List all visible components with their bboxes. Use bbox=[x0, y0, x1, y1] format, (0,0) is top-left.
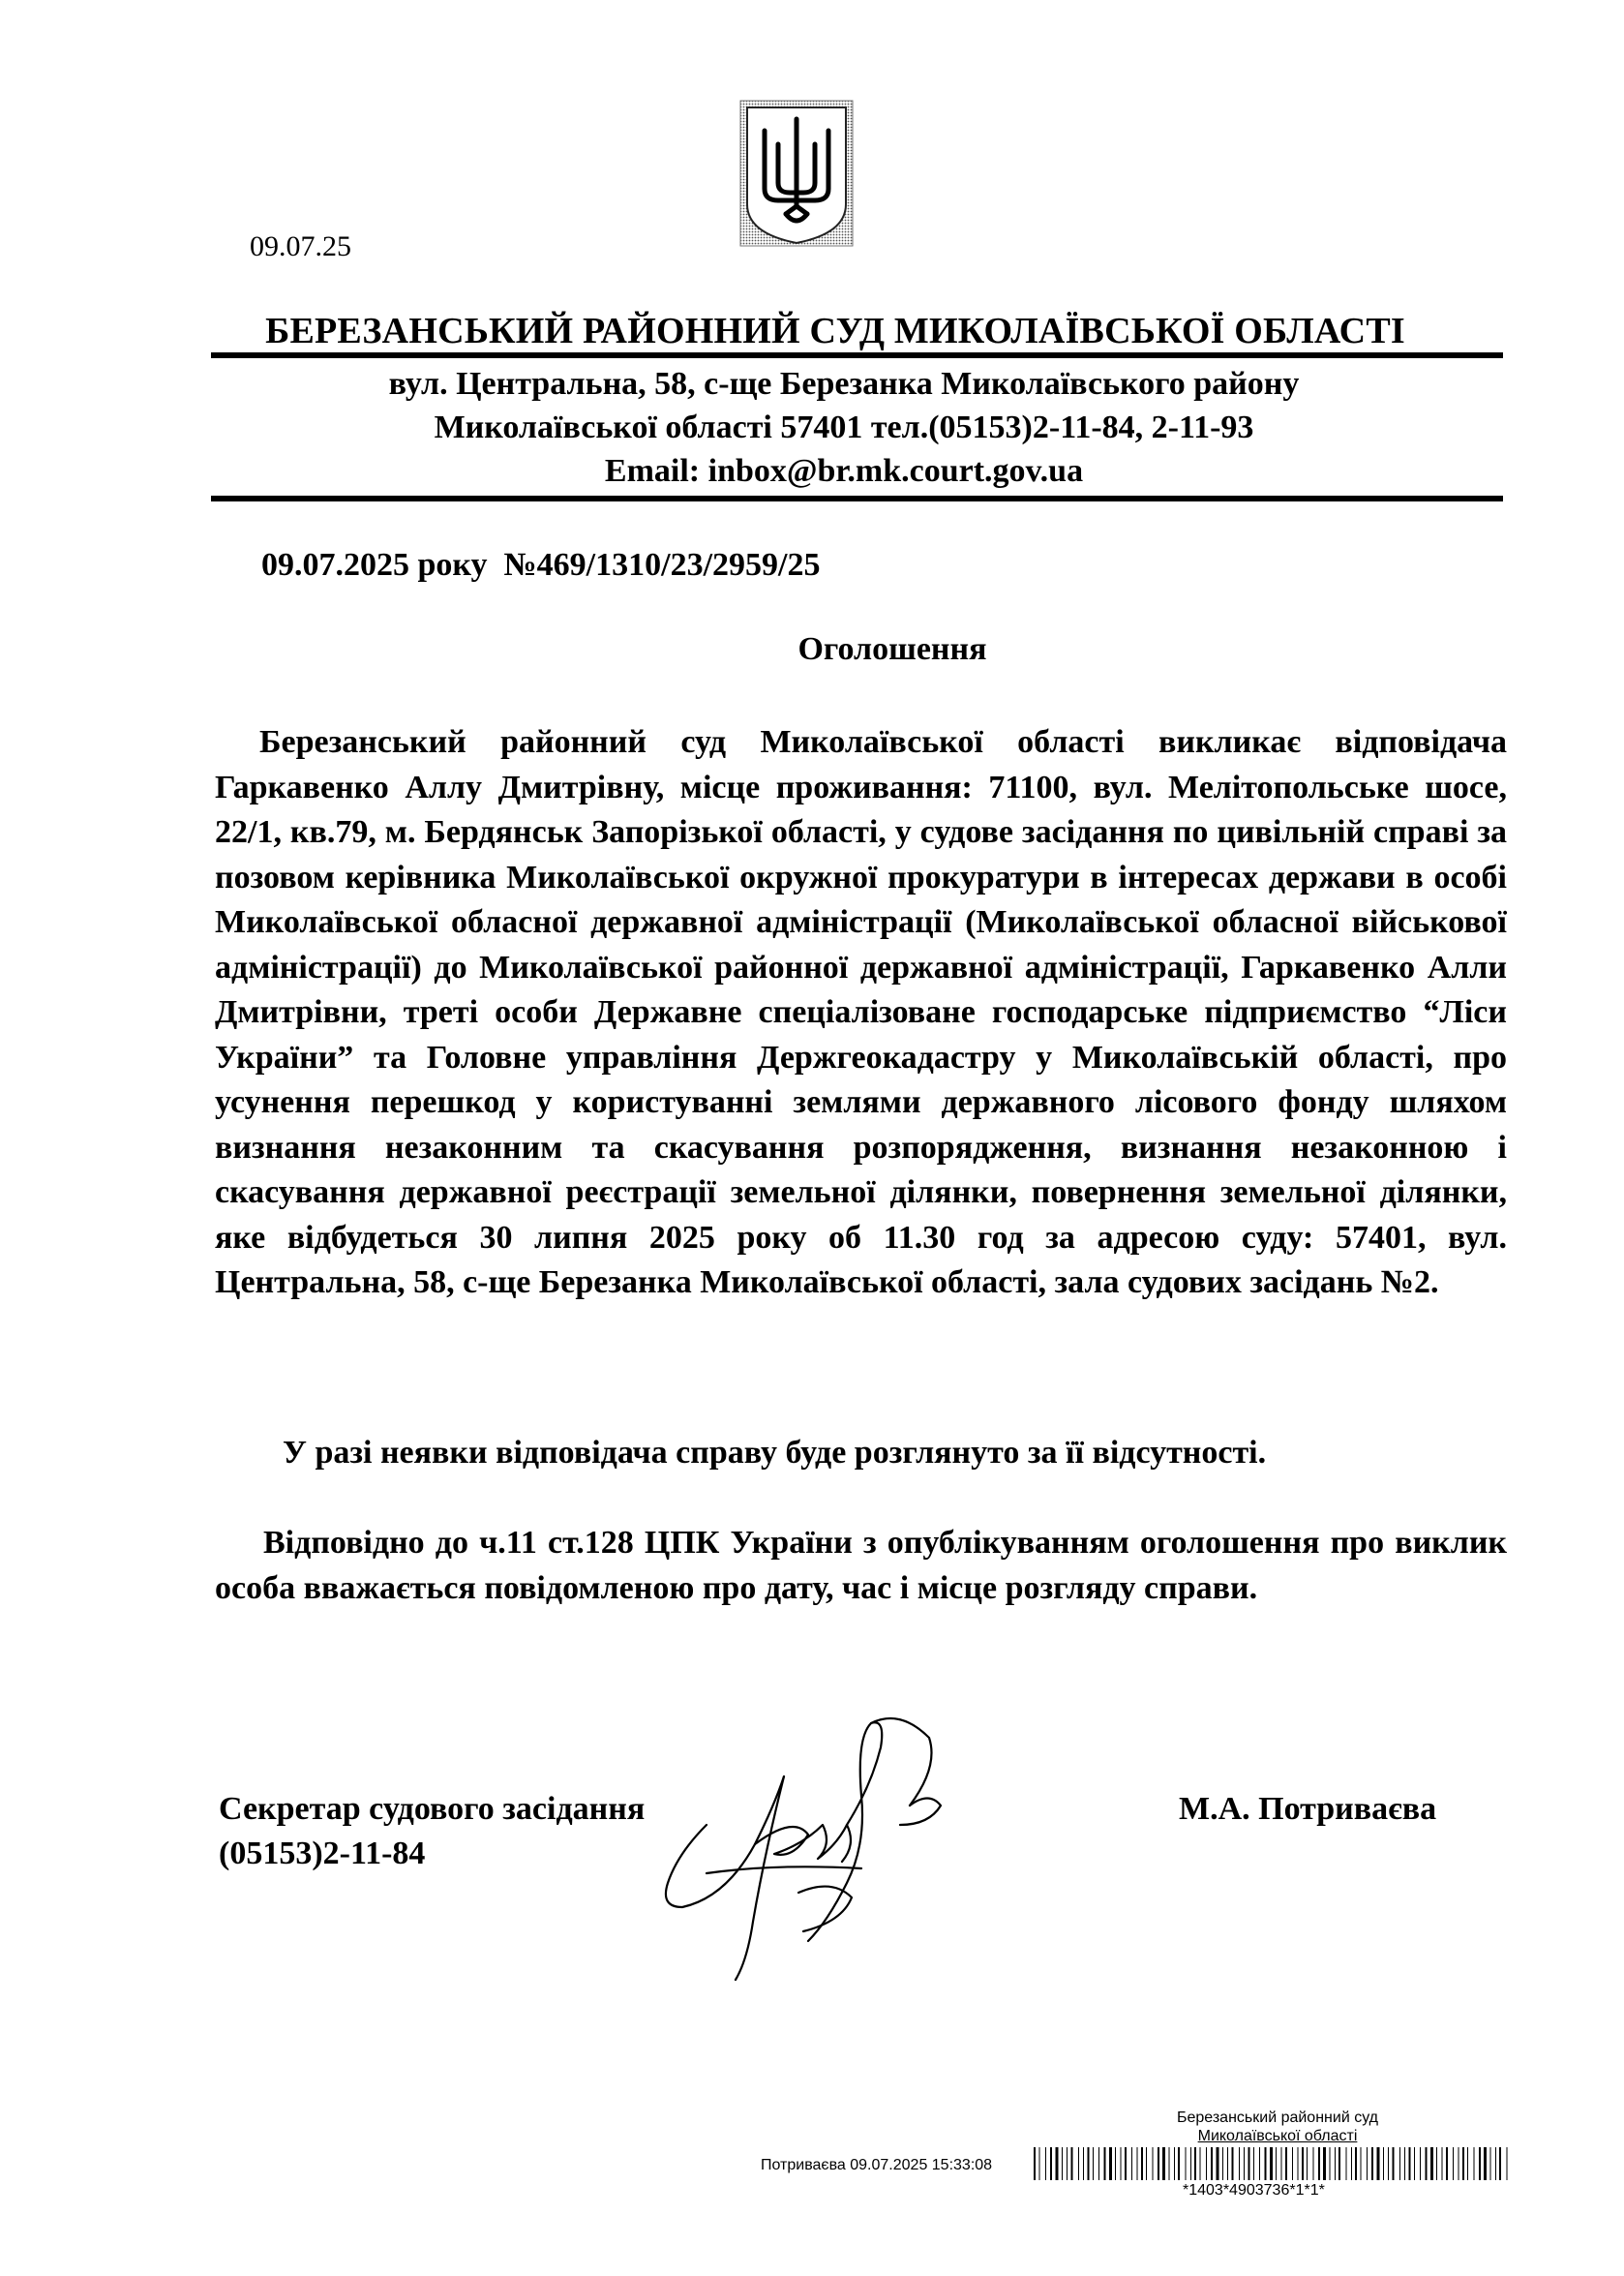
header-divider-bottom bbox=[211, 496, 1503, 501]
barcode-bar bbox=[1206, 2147, 1207, 2180]
barcode-bar bbox=[1093, 2147, 1094, 2180]
barcode-bar bbox=[1285, 2147, 1287, 2180]
barcode-bar bbox=[1276, 2147, 1277, 2180]
stamp-signer-timestamp: Потриваєва 09.07.2025 15:33:08 bbox=[761, 2157, 993, 2173]
barcode-bar bbox=[1039, 2147, 1040, 2180]
court-email-line: Email: inbox@br.mk.court.gov.ua bbox=[604, 453, 1084, 489]
barcode-bar bbox=[1137, 2147, 1138, 2180]
barcode-bar bbox=[1318, 2147, 1320, 2180]
barcode-bar bbox=[1361, 2147, 1362, 2180]
barcode-bar bbox=[1453, 2147, 1454, 2180]
barcode-bar bbox=[1302, 2147, 1304, 2180]
barcode-bar bbox=[1409, 2147, 1411, 2180]
barcode-bar bbox=[1141, 2147, 1143, 2180]
barcode-bar bbox=[1125, 2147, 1127, 2180]
barcode-bar bbox=[1499, 2147, 1501, 2180]
barcode-bar bbox=[1307, 2147, 1308, 2180]
court-address-line2: Миколаївської області 57401 тел.(05153)2-11-84, 2-11-93 bbox=[434, 410, 1254, 445]
barcode-number: *1403*4903736*1*1* bbox=[1183, 2182, 1325, 2199]
barcode-bar bbox=[1169, 2147, 1170, 2180]
barcode-bar bbox=[1115, 2147, 1116, 2180]
barcode-bar bbox=[1045, 2147, 1046, 2180]
barcode-bar bbox=[1330, 2147, 1331, 2180]
signatory-name: М.А. Потриваєва bbox=[1179, 1791, 1437, 1827]
signatory-phone: (05153)2-11-84 bbox=[219, 1836, 426, 1871]
barcode-bar bbox=[1194, 2147, 1196, 2180]
barcode-bar bbox=[1399, 2147, 1400, 2180]
barcode-bar bbox=[1436, 2147, 1437, 2180]
barcode-bar bbox=[1355, 2147, 1357, 2180]
barcode-bar bbox=[1217, 2147, 1219, 2180]
barcode-bar bbox=[1162, 2147, 1165, 2180]
absence-notice-paragraph: У разі неявки відповідача справу буде розглянуто за її відсутності. bbox=[283, 1435, 1267, 1471]
barcode-bar bbox=[1259, 2147, 1260, 2180]
barcode-bar bbox=[1479, 2147, 1481, 2180]
registration-number: 09.07.2025 року №469/1310/23/2959/25 bbox=[261, 547, 821, 583]
barcode-bar bbox=[1109, 2147, 1112, 2180]
barcode-bar bbox=[1338, 2147, 1340, 2180]
barcode-bar bbox=[1467, 2147, 1468, 2180]
summons-paragraph: Березанський районний суд Миколаївської області викликає відповідача Гаркавенко Аллу Дмитрівну, місце проживання: 71100, вул. Мелітопольське шосе, 22/1, кв.79, м. Бердянськ Запорізької області, у судове засідання по цивільній справі за позовом керівника Миколаївської окружної прокуратури в інтересах держави в особі Миколаївської обласної державної адміністрації (Миколаївської обласної військової адміністрації) до Миколаївської районної державної адміністрації, Гаркавенко Алли Дмитрівни, треті особи Державне спеціалізоване господарське підприємство “Ліси України” та Головне управління Держгеокадастру у Миколаївській області, про усунення перешкод у користуванні землями державного лісового фонду шляхом визнання незаконним та скасування розпорядження, визнання незаконною і скасування державної реєстрації земельної ділянки, повернення земельної ділянки, яке відбудеться 30 липня 2025 року об 11.30 год за адресою суду: 57401, вул. Центральна, 58, с-ще Березанка Миколаївської області, зала судових засідань №2. bbox=[215, 724, 1507, 1300]
stamp-court-line1: Березанський районний суд bbox=[1177, 2109, 1378, 2126]
barcode-bar bbox=[1462, 2147, 1464, 2180]
barcode-bar bbox=[1270, 2147, 1273, 2180]
signatory-role: Секретар судового засідання bbox=[219, 1791, 646, 1827]
barcode-bar bbox=[1083, 2147, 1084, 2180]
barcode-bar bbox=[1346, 2147, 1347, 2180]
barcode-bar bbox=[1484, 2147, 1487, 2180]
barcode-bar bbox=[1507, 2147, 1508, 2180]
barcode-bar bbox=[1232, 2147, 1234, 2180]
barcode-bar bbox=[1323, 2147, 1326, 2180]
barcode-bar bbox=[1367, 2147, 1368, 2180]
coat-of-arms-icon bbox=[739, 100, 854, 247]
barcode-bar bbox=[1056, 2147, 1059, 2180]
barcode-bar bbox=[1393, 2147, 1395, 2180]
barcode-bar bbox=[1414, 2147, 1415, 2180]
barcode-bar bbox=[1200, 2147, 1201, 2180]
barcode-bar bbox=[1131, 2147, 1132, 2180]
barcode-bar bbox=[1178, 2147, 1180, 2180]
barcode-bar bbox=[1404, 2147, 1405, 2180]
court-address-line1: вул. Центральна, 58, с-ще Березанка Миколаївського району bbox=[388, 366, 1300, 402]
barcode-bar bbox=[1383, 2147, 1384, 2180]
barcode-bar bbox=[1430, 2147, 1433, 2180]
header-divider-top bbox=[211, 352, 1503, 358]
barcode-bar bbox=[1088, 2147, 1090, 2180]
barcode-bar bbox=[1495, 2147, 1496, 2180]
barcode-bar bbox=[1227, 2147, 1228, 2180]
barcode-bar bbox=[1248, 2147, 1250, 2180]
barcode-bar bbox=[1420, 2147, 1421, 2180]
barcode-bar bbox=[1062, 2147, 1063, 2180]
barcode-bar bbox=[1190, 2147, 1191, 2180]
barcode-bar bbox=[1050, 2147, 1052, 2180]
barcode-bar bbox=[1371, 2147, 1373, 2180]
barcode-bar bbox=[1153, 2147, 1154, 2180]
document-title: Оголошення bbox=[797, 631, 987, 667]
barcode-bar bbox=[1146, 2147, 1147, 2180]
barcode-bar bbox=[1388, 2147, 1389, 2180]
handwritten-signature bbox=[639, 1699, 987, 1989]
barcode-bar bbox=[1098, 2147, 1099, 2180]
barcode-bar bbox=[1335, 2147, 1336, 2180]
barcode-bar bbox=[1265, 2147, 1267, 2180]
barcode-bar bbox=[1186, 2147, 1187, 2180]
legal-basis-paragraph: Відповідно до ч.11 ст.128 ЦПК України з опублікуванням оголошення про виклик особа вважається повідомленою про дату, час і місце розгляду справи. bbox=[215, 1525, 1507, 1606]
barcode-bar bbox=[1490, 2147, 1491, 2180]
barcode-bar bbox=[1071, 2147, 1073, 2180]
barcode-bar bbox=[1313, 2147, 1314, 2180]
barcode-bar bbox=[1292, 2147, 1293, 2180]
barcode-bar bbox=[1067, 2147, 1068, 2180]
stamp-court-line2: Миколаївської області bbox=[1197, 2128, 1358, 2144]
barcode-bar bbox=[1253, 2147, 1254, 2180]
stamp-court-name bbox=[1152, 2109, 1403, 2145]
court-name-heading: БЕРЕЗАНСЬКИЙ РАЙОННИЙ СУД МИКОЛАЇВСЬКОЇ ОБЛАСТІ bbox=[265, 311, 1405, 351]
barcode-bar bbox=[1174, 2147, 1175, 2180]
barcode-bar bbox=[1104, 2147, 1106, 2180]
barcode-bar bbox=[1239, 2147, 1240, 2180]
barcode-bar bbox=[1158, 2147, 1159, 2180]
barcode-bar bbox=[1474, 2147, 1475, 2180]
document-date-short: 09.07.25 bbox=[250, 230, 351, 262]
barcode-bar bbox=[1377, 2147, 1380, 2180]
barcode-bar bbox=[1121, 2147, 1122, 2180]
barcode-bar bbox=[1078, 2147, 1079, 2180]
barcode-bar bbox=[1244, 2147, 1245, 2180]
barcode-bar bbox=[1426, 2147, 1428, 2180]
barcode-bar bbox=[1298, 2147, 1299, 2180]
barcode-bar bbox=[1281, 2147, 1282, 2180]
barcode-bar bbox=[1034, 2147, 1036, 2180]
barcode-bar bbox=[1351, 2147, 1352, 2180]
barcode-bar bbox=[1446, 2147, 1448, 2180]
barcode-bar bbox=[1222, 2147, 1223, 2180]
barcode-bar bbox=[1442, 2147, 1443, 2180]
barcode bbox=[1034, 2147, 1508, 2180]
barcode-bar bbox=[1211, 2147, 1213, 2180]
